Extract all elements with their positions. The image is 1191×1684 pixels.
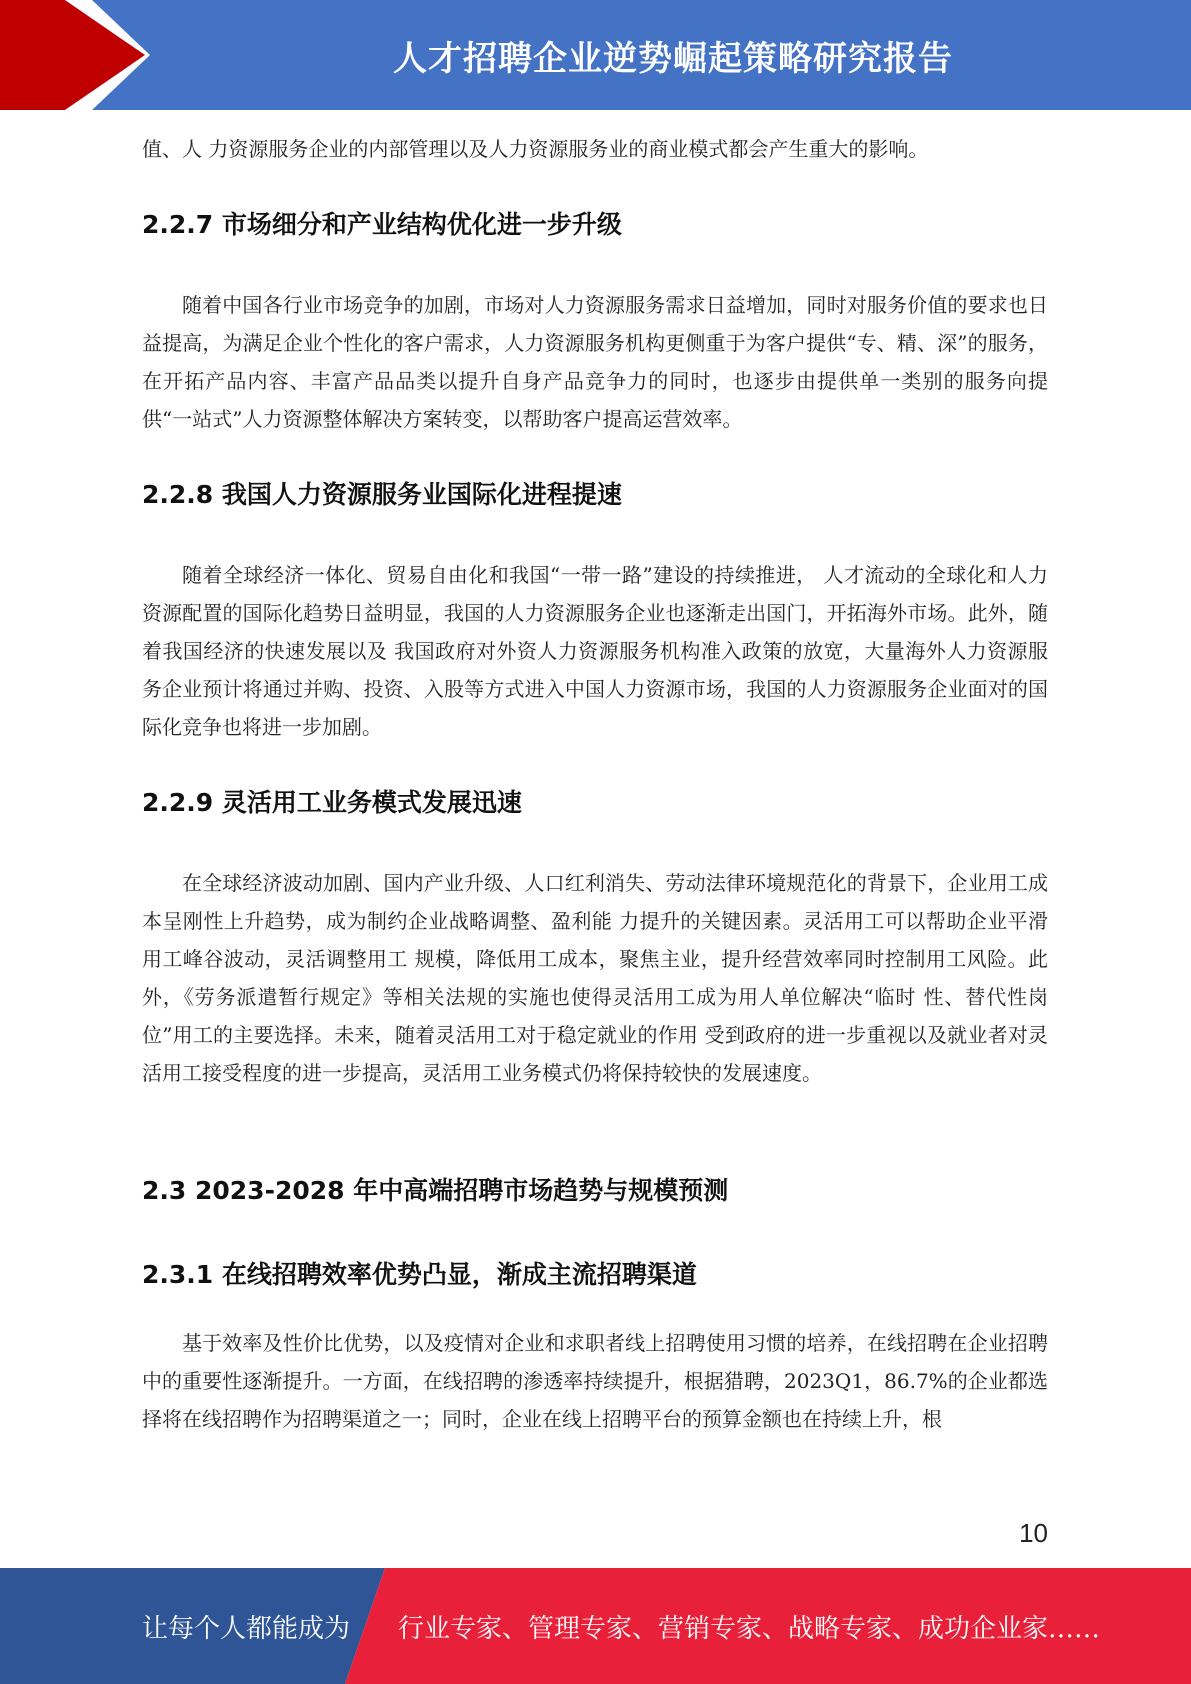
header-title: 人才招聘企业逆势崛起策略研究报告	[393, 38, 953, 79]
footer-slogan-left: 让每个人都能成为	[142, 1613, 351, 1644]
heading-2-2-9: 2.2.9 灵活用工业务模式发展迅速	[142, 788, 522, 817]
heading-2-3-1: 2.3.1 在线招聘效率优势凸显，渐成主流招聘渠道	[142, 1260, 697, 1289]
heading-2-3: 2.3 2023-2028 年中高端招聘市场趋势与规模预测	[142, 1176, 729, 1205]
document-body	[142, 130, 1048, 1438]
paragraph-2-2-9: 在全球经济波动加剧、国内产业升级、人口红利消失、劳动法律环境规范化的背景下，企业用工成本呈刚性上升趋势，成为制约企业战略调整、盈利能 力提升的关键因素。灵活用工可以帮助企业平滑用工峰谷波动，灵活调整用工 规模，降低用工成本，聚焦主业，提升经营效率同时控制用工风险。此外，《劳务派遣暂行规定》等相关法规的实施也使得灵活用工成为用人单位解决“临时 性、替代性岗位”用工的主要选择。未来，随着灵活用工对于稳定就业的作用 受到政府的进一步重视以及就业者对灵活用工接受程度的进一步提高，灵活用工业务模式仍将保持较快的发展速度。	[142, 871, 1048, 1085]
paragraph-2-2-8: 随着全球经济一体化、贸易自由化和我国“一带一路”建设的持续推进， 人才流动的全球化和人力资源配置的国际化趋势日益明显，我国的人力资源服务企业也逐渐走出国门，开拓海外市场。此外，随着我国经济的快速发展以及 我国政府对外资人力资源服务机构准入政策的放宽，大量海外人力资源服务企业预计将通过并购、投资、入股等方式进入中国人力资源市场，我国的人力资源服务企业面对的国际化竞争也将进一步加剧。	[142, 563, 1048, 739]
paragraph-2-3-1: 基于效率及性价比优势，以及疫情对企业和求职者线上招聘使用习惯的培养，在线招聘在企业招聘中的重要性逐渐提升。一方面，在线招聘的渗透率持续提升，根据猎聘，2023Q1，86.7%的企业都选择将在线招聘作为招聘渠道之一；同时，企业在线上招聘平台的预算金额也在持续上升，根	[142, 1331, 1048, 1431]
page-header	[0, 0, 1191, 110]
page-footer	[0, 1568, 1191, 1684]
footer-slogan-right: 行业专家、管理专家、营销专家、战略专家、成功企业家……	[398, 1613, 1101, 1644]
intro-paragraph: 值、人 力资源服务企业的内部管理以及人力资源服务业的商业模式都会产生重大的影响。	[142, 137, 929, 161]
heading-2-2-7: 2.2.7 市场细分和产业结构优化进一步升级	[142, 210, 622, 239]
page-number: 10	[1019, 1518, 1048, 1548]
paragraph-2-2-7: 随着中国各行业市场竞争的加剧，市场对人力资源服务需求日益增加，同时对服务价值的要求也日益提高，为满足企业个性化的客户需求，人力资源服务机构更侧重于为客户提供“专、精、深”的服务，在开拓产品内容、丰富产品品类以提升自身产品竞争力的同时，也逐步由提供单一类别的服务向提供“一站式”人力资源整体解决方案转变，以帮助客户提高运营效率。	[142, 293, 1048, 431]
heading-2-2-8: 2.2.8 我国人力资源服务业国际化进程提速	[142, 480, 622, 509]
